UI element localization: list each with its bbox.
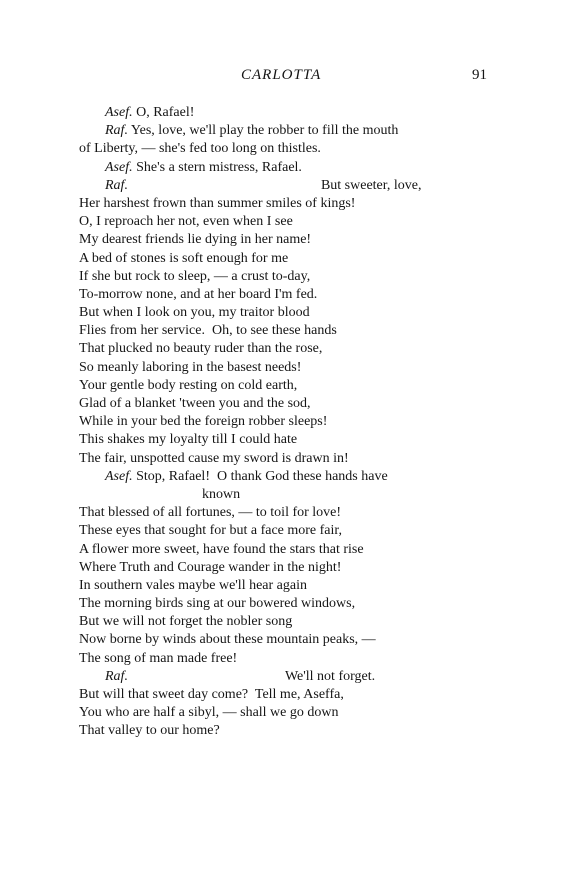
line-text: That blessed of all fortunes, — to toil for love! <box>79 505 342 521</box>
poem-line <box>79 522 491 540</box>
poem-line <box>79 668 491 686</box>
poem-line <box>79 395 491 413</box>
poem-line <box>79 250 491 268</box>
poem-line <box>79 486 491 504</box>
poem-line <box>79 722 491 740</box>
poem-line <box>79 595 491 613</box>
line-text: Now borne by winds about these mountain peaks, — <box>79 632 376 648</box>
poem-line <box>79 340 491 358</box>
poem-line <box>79 140 491 158</box>
line-text: A flower more sweet, have found the stars that rise <box>79 541 364 557</box>
poem-line <box>79 631 491 649</box>
poem-line <box>79 231 491 249</box>
line-text: Where Truth and Courage wander in the night! <box>79 559 342 575</box>
speaker-name: Raf. <box>105 177 128 193</box>
line-text: These eyes that sought for but a face more fair, <box>79 523 342 539</box>
poem-line <box>79 159 491 177</box>
poem-line <box>79 704 491 722</box>
line-text: She's a stern mistress, Rafael. <box>132 159 302 175</box>
line-text: Your gentle body resting on cold earth, <box>79 377 298 393</box>
line-text: Stop, Rafael! O thank God these hands have <box>132 468 388 484</box>
line-text: But we will not forget the nobler song <box>79 614 293 630</box>
line-text: While in your bed the foreign robber sleeps! <box>79 414 328 430</box>
line-text: But will that sweet day come? Tell me, Aseffa, <box>79 687 344 702</box>
poem-line <box>79 468 491 486</box>
poem-line <box>79 359 491 377</box>
poem-line <box>79 613 491 631</box>
line-text: The song of man made free! <box>79 650 238 666</box>
speaker-name: Raf. <box>105 123 128 139</box>
poem-line <box>79 559 491 577</box>
poem-line <box>79 577 491 595</box>
poem-line <box>79 195 491 213</box>
line-text-continued: But sweeter, love, <box>320 177 422 193</box>
line-text: That plucked no beauty ruder than the rose, <box>79 341 323 357</box>
poem-line <box>79 413 491 431</box>
poem-line <box>79 122 491 140</box>
line-text: In southern vales maybe we'll hear again <box>79 577 307 593</box>
line-text: Flies from her service. Oh, to see these hands <box>79 323 337 339</box>
poem-line <box>79 504 491 522</box>
line-text: My dearest friends lie dying in her name! <box>79 232 312 248</box>
line-text-continued: We'll not forget. <box>284 668 376 684</box>
line-text: This shakes my loyalty till I could hate <box>79 432 298 448</box>
running-head-title: CARLOTTA <box>241 67 322 83</box>
line-text: O, Rafael! <box>132 105 195 120</box>
poem-line <box>79 268 491 286</box>
line-text: of Liberty, — she's fed too long on thistles. <box>79 141 321 157</box>
line-text: The morning birds sing at our bowered windows, <box>79 596 356 612</box>
line-text: To-morrow none, and at her board I'm fed. <box>79 286 318 302</box>
poem-line <box>79 286 491 304</box>
line-text: The fair, unspotted cause my sword is drawn in! <box>79 450 349 466</box>
line-text: Yes, love, we'll play the robber to fill the mouth <box>127 123 399 139</box>
line-text: O, I reproach her not, even when I see <box>79 214 293 230</box>
poem-line <box>79 431 491 449</box>
speaker-name: Raf. <box>105 668 128 684</box>
poem-line <box>79 322 491 340</box>
poem-line <box>79 686 491 704</box>
line-text-turnover: known <box>202 486 241 502</box>
poem-line <box>79 177 491 195</box>
poem-line <box>79 304 491 322</box>
poem-line <box>79 377 491 395</box>
speaker-name: Asef. <box>105 159 133 175</box>
line-text: Her harshest frown than summer smiles of kings! <box>79 195 356 211</box>
line-text: That valley to our home? <box>79 723 220 739</box>
poem-text-block <box>79 104 491 741</box>
speaker-name: Asef. <box>105 468 133 484</box>
line-text: You who are half a sibyl, — shall we go down <box>79 705 339 721</box>
line-text: But when I look on you, my traitor blood <box>79 305 310 321</box>
line-text: Glad of a blanket 'tween you and the sod, <box>79 396 311 411</box>
poem-line <box>79 541 491 559</box>
line-text: So meanly laboring in the basest needs! <box>79 359 302 375</box>
speaker-name: Asef. <box>105 105 133 120</box>
poem-line <box>79 213 491 231</box>
line-text: If she but rock to sleep, — a crust to-day, <box>79 268 311 284</box>
page-number: 91 <box>472 67 487 83</box>
poem-line <box>79 650 491 668</box>
line-text: A bed of stones is soft enough for me <box>79 250 289 266</box>
poem-line <box>79 104 491 122</box>
poem-line <box>79 450 491 468</box>
